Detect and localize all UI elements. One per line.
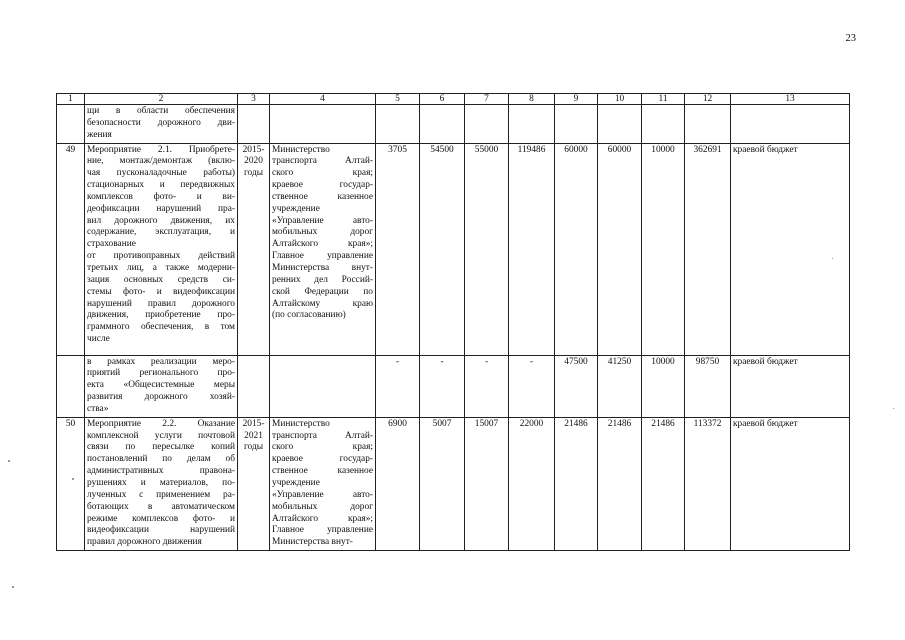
exec-line: ского края; xyxy=(272,168,373,179)
header-cell: 3 xyxy=(238,94,270,105)
value-cell: 6900 xyxy=(376,417,420,550)
desc-line: Мероприятие 2.2. Оказание xyxy=(87,418,235,429)
funding-source-cell: краевой бюджет xyxy=(731,143,850,355)
table-row xyxy=(57,143,850,355)
desc-line: комплексной услуги почтовой xyxy=(87,430,235,441)
value-cell: 60000 xyxy=(598,143,642,355)
value-cell: - xyxy=(465,355,509,417)
exec-line: учреждение xyxy=(272,477,320,488)
period-cell xyxy=(238,355,270,417)
value-cell: 60000 xyxy=(555,143,598,355)
desc-line: рушениях и материалов, по- xyxy=(87,477,235,488)
header-cell: 9 xyxy=(555,94,598,105)
value-cell: 54500 xyxy=(420,143,465,355)
exec-line: учреждение xyxy=(272,203,320,214)
value-cell: 55000 xyxy=(465,143,509,355)
desc-line: стемы фото- и видеофиксации xyxy=(87,286,235,297)
header-row xyxy=(57,94,850,105)
desc-line: нарушений правил дорожного xyxy=(87,298,235,309)
value-cell: 10000 xyxy=(642,355,685,417)
executor-cell xyxy=(270,105,376,144)
desc-line: связи по пересылке копий xyxy=(87,442,235,453)
measures-table xyxy=(56,93,850,551)
value-cell xyxy=(376,105,420,144)
value-cell xyxy=(555,105,598,144)
desc-line: Мероприятие 2.1. Приобрете- xyxy=(87,144,235,155)
exec-line: транспорта Алтай- xyxy=(272,156,373,167)
scan-speck xyxy=(893,408,894,409)
exec-line: мобильных дорог xyxy=(272,501,373,512)
header-cell: 8 xyxy=(509,94,555,105)
exec-line: Министерства внут- xyxy=(272,262,373,273)
value-cell: 10000 xyxy=(642,143,685,355)
desc-line: чая пусконаладочные работы) xyxy=(87,168,235,179)
header-cell: 1 xyxy=(57,94,85,105)
exec-line: Алтайскому краю xyxy=(272,298,373,309)
page-number: 23 xyxy=(845,33,856,44)
table-body xyxy=(57,94,850,551)
exec-line: Главное управление xyxy=(272,525,373,536)
exec-line: ской Федерации по xyxy=(272,286,373,297)
description-cell xyxy=(85,417,238,550)
value-cell: 5007 xyxy=(420,417,465,550)
period-cell xyxy=(238,143,270,355)
value-cell xyxy=(420,105,465,144)
desc-line: зация основных средств си- xyxy=(87,274,235,285)
header-cell: 2 xyxy=(85,94,238,105)
value-cell: - xyxy=(376,355,420,417)
period-cell xyxy=(238,417,270,550)
exec-line: «Управление авто- xyxy=(272,215,373,226)
value-cell: 22000 xyxy=(509,417,555,550)
value-cell: 113372 xyxy=(685,417,731,550)
exec-line: ренних дел Россий- xyxy=(272,274,373,285)
value-cell xyxy=(465,105,509,144)
table-row xyxy=(57,105,850,144)
exec-line: Министерства внут- xyxy=(272,537,353,548)
value-cell: 3705 xyxy=(376,143,420,355)
value-cell: 21486 xyxy=(642,417,685,550)
desc-line: лученных с применением ра- xyxy=(87,489,235,500)
value-cell xyxy=(685,105,731,144)
desc-line: движения, приобретение про- xyxy=(87,310,235,321)
desc-line: вил дорожного движения, их xyxy=(87,215,235,226)
header-cell: 12 xyxy=(685,94,731,105)
header-cell: 4 xyxy=(270,94,376,105)
desc-line: щи в области обеспечения xyxy=(87,106,235,116)
exec-line: Главное управление xyxy=(272,251,373,262)
row-number-cell xyxy=(57,105,85,144)
desc-line: екта «Общесистемные меры xyxy=(87,380,235,391)
desc-line: в рамках реализации меро- xyxy=(87,356,235,367)
header-cell: 5 xyxy=(376,94,420,105)
table-row xyxy=(57,417,850,550)
header-cell: 7 xyxy=(465,94,509,105)
value-cell xyxy=(598,105,642,144)
description-cell xyxy=(85,355,238,417)
table-row xyxy=(57,355,850,417)
funding-source-cell: краевой бюджет xyxy=(731,417,850,550)
row-number-cell: 50 xyxy=(57,417,85,550)
desc-line: видеофиксации нарушений xyxy=(87,525,235,536)
period-line: годы xyxy=(243,168,264,179)
exec-line: краевое государ- xyxy=(272,180,373,191)
period-line: 2015- xyxy=(242,418,265,429)
desc-line: от противоправных действий xyxy=(87,251,235,262)
value-cell xyxy=(509,105,555,144)
desc-line: содержание, эксплуатация, и xyxy=(87,227,235,238)
desc-line: развития дорожного хозяй- xyxy=(87,392,235,403)
value-cell: 21486 xyxy=(555,417,598,550)
header-cell: 10 xyxy=(598,94,642,105)
value-cell: 47500 xyxy=(555,355,598,417)
exec-line: ственное казенное xyxy=(272,191,373,202)
value-cell: 15007 xyxy=(465,417,509,550)
value-cell: 119486 xyxy=(509,143,555,355)
desc-line: административных правона- xyxy=(87,466,235,477)
exec-line: Министерство xyxy=(272,418,330,429)
desc-line: страхование xyxy=(87,239,136,250)
exec-line: Алтайского края»; xyxy=(272,513,373,524)
period-cell xyxy=(238,105,270,144)
desc-line: режиме комплексов фото- и xyxy=(87,513,235,524)
executor-cell xyxy=(270,417,376,550)
desc-line: правил дорожного движения xyxy=(87,537,202,548)
executor-cell xyxy=(270,143,376,355)
desc-line: ние, монтаж/демонтаж (вклю- xyxy=(87,156,235,167)
value-cell: - xyxy=(509,355,555,417)
desc-line: жения xyxy=(87,129,112,140)
desc-line: ства» xyxy=(87,403,109,414)
value-cell: - xyxy=(420,355,465,417)
period-line: 2015- xyxy=(242,144,265,155)
desc-line: третьих лиц, а также модерни- xyxy=(87,262,235,273)
exec-line: Министерство xyxy=(272,144,330,155)
exec-line: ственное казенное xyxy=(272,466,373,477)
desc-line: приятий регионального про- xyxy=(87,368,235,379)
period-line: 2020 xyxy=(244,156,263,167)
value-cell: 98750 xyxy=(685,355,731,417)
scan-speck xyxy=(8,460,10,462)
desc-line: постановлений по делам об xyxy=(87,454,235,465)
desc-line: деофиксации нарушений пра- xyxy=(87,203,235,214)
exec-line: Алтайского края»; xyxy=(272,239,373,250)
header-cell: 6 xyxy=(420,94,465,105)
value-cell: 41250 xyxy=(598,355,642,417)
desc-line: стационарных и передвижных xyxy=(87,180,235,191)
description-cell xyxy=(85,105,238,144)
desc-line: комплексов фото- и ви- xyxy=(87,191,235,202)
period-line: годы xyxy=(243,442,264,453)
row-number-cell xyxy=(57,355,85,417)
scan-speck xyxy=(12,586,14,588)
funding-source-cell: краевой бюджет xyxy=(731,355,850,417)
scan-speck xyxy=(72,478,74,480)
value-cell xyxy=(642,105,685,144)
desc-line: числе xyxy=(87,334,110,345)
exec-line: (по согласованию) xyxy=(272,310,346,321)
exec-line: мобильных дорог xyxy=(272,227,373,238)
description-cell xyxy=(85,143,238,355)
desc-line: ботающих в автоматическом xyxy=(87,501,235,512)
funding-source-cell xyxy=(731,105,850,144)
exec-line: краевое государ- xyxy=(272,454,373,465)
exec-line: транспорта Алтай- xyxy=(272,430,373,441)
desc-line: безопасности дорожного дви- xyxy=(87,117,235,128)
value-cell: 362691 xyxy=(685,143,731,355)
value-cell: 21486 xyxy=(598,417,642,550)
exec-line: «Управление авто- xyxy=(272,489,373,500)
header-cell: 13 xyxy=(731,94,850,105)
scan-speck xyxy=(832,258,833,259)
executor-cell xyxy=(270,355,376,417)
exec-line: ского края; xyxy=(272,442,373,453)
desc-line: граммного обеспечения, в том xyxy=(87,322,235,333)
header-cell: 11 xyxy=(642,94,685,105)
period-line: 2021 xyxy=(244,430,263,441)
row-number-cell: 49 xyxy=(57,143,85,355)
